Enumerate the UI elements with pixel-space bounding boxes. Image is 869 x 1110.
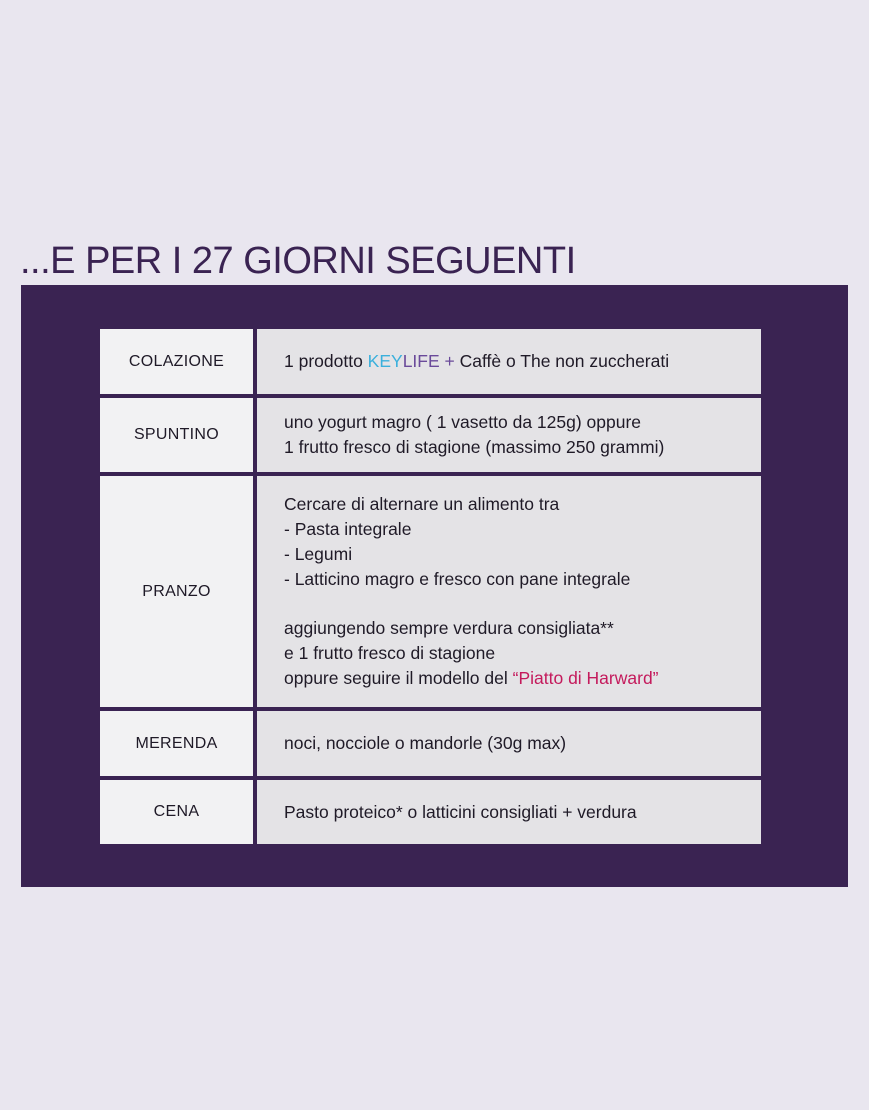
cena-text: Pasto proteico* o latticini consigliati + verdura xyxy=(284,801,637,822)
colazione-prefix: 1 prodotto xyxy=(284,351,368,372)
brand-key: KEY xyxy=(367,351,403,372)
table-row-merenda xyxy=(100,711,761,776)
table-row-spuntino xyxy=(100,398,761,472)
meal-label-pranzo: PRANZO xyxy=(100,476,253,707)
table-row-pranzo xyxy=(100,476,761,707)
meal-content-cena xyxy=(257,780,761,844)
meal-label-spuntino: SPUNTINO xyxy=(100,398,253,472)
piatto-harward-highlight: “Piatto di Harward” xyxy=(512,667,659,688)
pranzo-spacer xyxy=(284,592,761,617)
spuntino-line: uno yogurt magro ( 1 vasetto da 125g) oppure xyxy=(284,412,642,433)
meal-content-merenda xyxy=(257,711,761,776)
meal-content-pranzo xyxy=(257,476,761,707)
spuntino-line: 1 frutto fresco di stagione (massimo 250 grammi) xyxy=(284,437,665,457)
table-row-colazione xyxy=(100,329,761,394)
pranzo-line: - Pasta integrale xyxy=(284,519,412,540)
page-title: ...E PER I 27 GIORNI SEGUENTI xyxy=(20,240,576,282)
pranzo-last-prefix: oppure seguire il modello del xyxy=(284,667,513,688)
pranzo-line: - Latticino magro e fresco con pane integrale xyxy=(284,568,631,589)
meal-plan-table xyxy=(100,329,761,844)
merenda-text: noci, nocciole o mandorle (30g max) xyxy=(284,733,567,754)
colazione-text xyxy=(284,349,761,374)
pranzo-line: - Legumi xyxy=(284,543,353,564)
meal-content-spuntino xyxy=(257,398,761,472)
brand-plus: + xyxy=(439,351,455,372)
meal-plan-panel xyxy=(21,285,848,887)
meal-content-colazione xyxy=(257,329,761,394)
meal-label-merenda: MERENDA xyxy=(100,711,253,776)
pranzo-line: aggiungendo sempre verdura consigliata** xyxy=(284,618,614,639)
meal-label-cena: CENA xyxy=(100,780,253,844)
pranzo-line: e 1 frutto fresco di stagione xyxy=(284,643,496,664)
table-row-cena xyxy=(100,780,761,844)
meal-label-colazione: COLAZIONE xyxy=(100,329,253,394)
pranzo-line: Cercare di alternare un alimento tra xyxy=(284,494,560,515)
brand-life: LIFE xyxy=(402,351,440,372)
pranzo-last-line xyxy=(284,666,761,691)
colazione-suffix: Caffè o The non zuccherati xyxy=(454,351,670,372)
